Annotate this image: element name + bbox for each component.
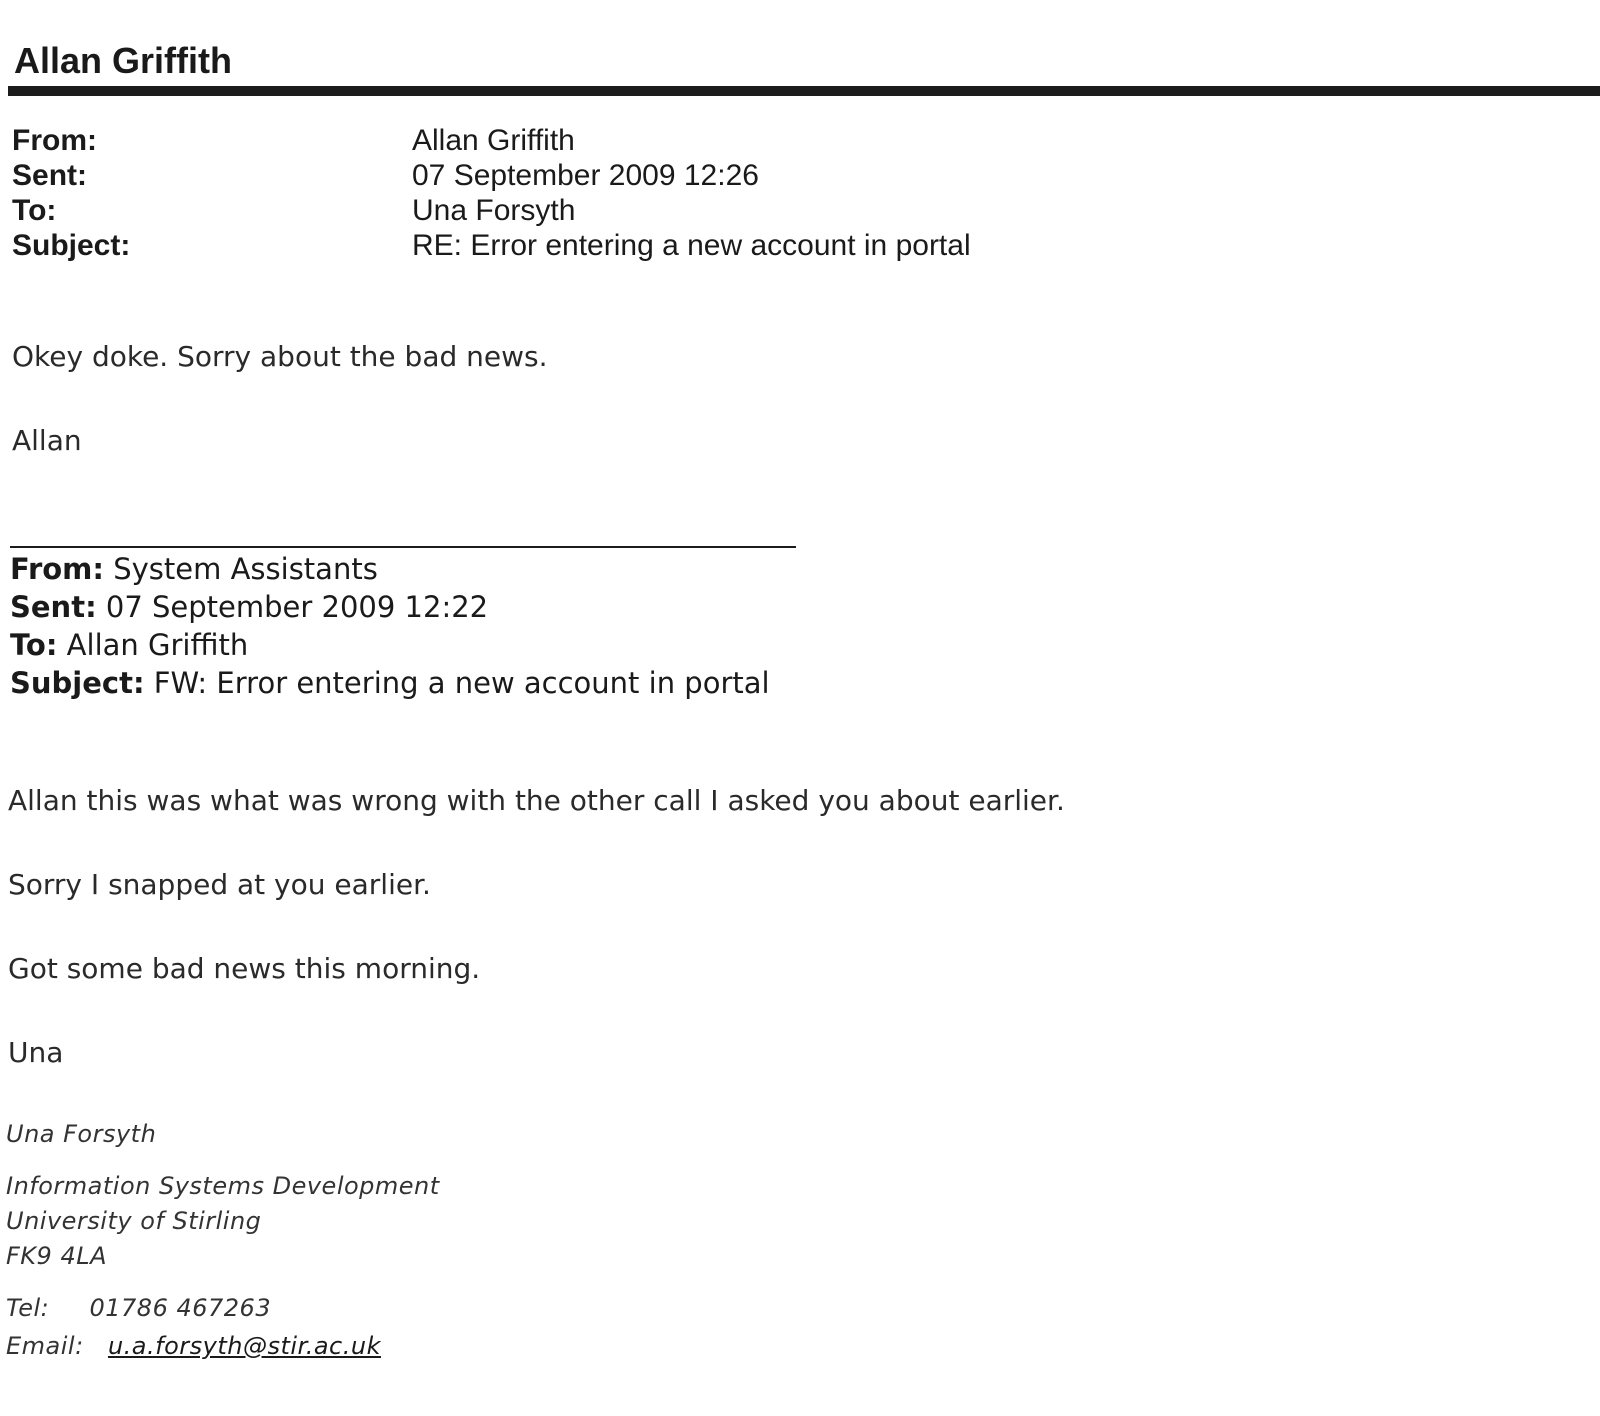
fwd-to-value: Allan Griffith: [66, 628, 249, 662]
signature-email-link[interactable]: u.a.forsyth@stir.ac.uk: [107, 1332, 381, 1360]
fwd-from-label: From:: [10, 552, 104, 586]
reply-body-line: Okey doke. Sorry about the bad news.: [12, 340, 548, 373]
to-value: Una Forsyth: [412, 194, 576, 227]
fwd-from-value: System Assistants: [113, 552, 378, 586]
signature-tel-line: [6, 1294, 271, 1322]
from-label: From:: [12, 124, 97, 157]
fwd-subject-line: [10, 666, 770, 700]
fwd-body-line-3: Got some bad news this morning.: [8, 952, 481, 985]
fwd-sent-value: 07 September 2009 12:22: [105, 590, 489, 624]
to-label: To:: [12, 194, 57, 227]
fwd-to-label: To:: [10, 628, 58, 662]
fwd-subject-label: Subject:: [10, 666, 145, 700]
sent-label: Sent:: [12, 159, 87, 192]
signature-university: University of Stirling: [6, 1207, 262, 1235]
fwd-body-line-2: Sorry I snapped at you earlier.: [8, 868, 431, 901]
reply-signoff: Allan: [12, 424, 82, 457]
subject-label: Subject:: [12, 229, 131, 262]
fwd-sent-line: [10, 590, 488, 624]
signature-email-line: [6, 1332, 381, 1360]
signature-tel-value: 01786 467263: [89, 1294, 272, 1322]
sent-value: 07 September 2009 12:26: [412, 159, 759, 192]
signature-name: Una Forsyth: [6, 1120, 157, 1148]
fwd-to-line: [10, 628, 248, 662]
fwd-sent-label: Sent:: [10, 590, 97, 624]
fwd-subject-value: FW: Error entering a new account in portal: [153, 666, 770, 700]
title-divider: [8, 86, 1600, 96]
signature-email-label: Email:: [6, 1332, 84, 1360]
signature-department: Information Systems Development: [6, 1172, 440, 1200]
document-title: Allan Griffith: [14, 40, 232, 81]
signature-tel-label: Tel:: [6, 1294, 50, 1322]
fwd-signoff: Una: [8, 1036, 64, 1069]
fwd-from-line: [10, 552, 378, 586]
subject-value: RE: Error entering a new account in portal: [412, 229, 971, 262]
signature-postcode: FK9 4LA: [6, 1242, 107, 1270]
fwd-body-line-1: Allan this was what was wrong with the other call I asked you about earlier.: [8, 784, 1065, 817]
message-separator: [10, 546, 796, 548]
from-value: Allan Griffith: [412, 124, 575, 157]
